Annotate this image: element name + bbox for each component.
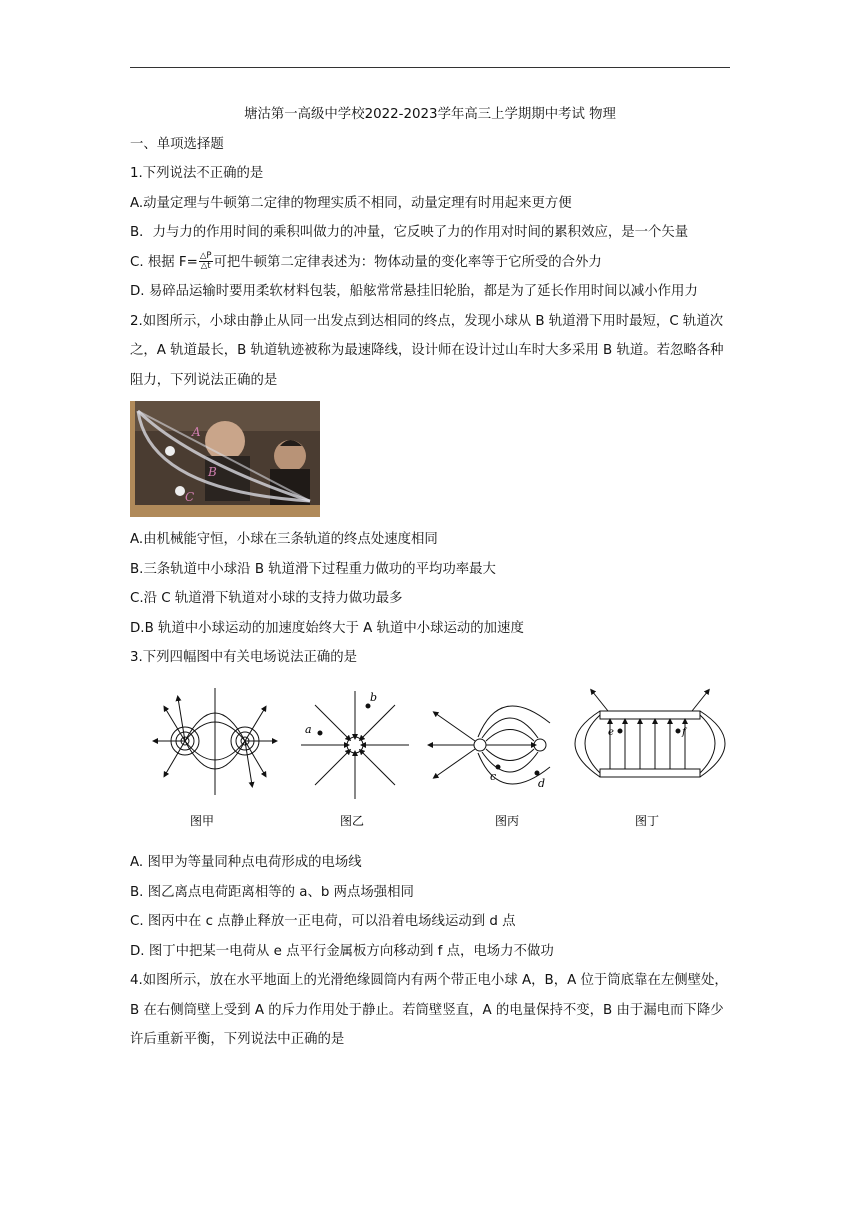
q1-option-c [130, 248, 730, 278]
caption-yi: 图乙 [340, 813, 365, 828]
q3-option-c: C. 图丙中在 c 点静止释放一正电荷，可以沿着电场线运动到 d 点 [130, 914, 516, 929]
q2-option-b: B.三条轨道中小球沿 B 轨道滑下过程重力做功的平均功率最大 [130, 561, 496, 577]
q2-stem: 2.如图所示，小球由静止从同一出发点到达相同的终点，发现小球从 B 轨道滑下用时最短，C 轨道次之，A 轨道最长，B 轨道轨迹被称为最速降线，设计师在设计过山车时大多采用 B 轨道。若忽略各种阻力，下列说法正确的是 [130, 313, 724, 388]
track-label-a: A [192, 425, 201, 439]
point-a-label: a [305, 722, 312, 736]
q1-c-suffix: 可把牛顿第二定律表述为：物体动量的变化率等于它所受的合外力 [213, 254, 602, 270]
point-c-label: c [490, 769, 497, 783]
fraction-denominator: △t [200, 261, 211, 271]
q3-option-b: B. 图乙离点电荷距离相等的 a、b 两点场强相同 [130, 884, 414, 900]
track-label-b: B [208, 465, 217, 479]
fraction-numerator: △P [199, 251, 212, 261]
point-b-label: b [370, 690, 378, 704]
q3-option-d: D. 图丁中把某一电荷从 e 点平行金属板方向移动到 f 点，电场力不做功 [130, 943, 554, 959]
exam-title: 塘沽第一高级中学校2022-2023学年高三上学期期中考试 物理 [244, 107, 616, 122]
delta-p-over-delta-t-fraction [199, 252, 213, 271]
electric-field-figures [130, 683, 730, 845]
q4-stem: 4.如图所示，放在水平地面上的光滑绝缘圆筒内有两个带正电小球 A，B，A 位于筒底靠在左侧壁处，B 在右侧筒壁上受到 A 的斥力作用处于静止。若筒壁竖直，A 的电量保持不变，B 由于漏电而下降少许后重新平衡，下列说法中正确的是 [130, 973, 728, 1047]
q1-option-a: A.动量定理与牛顿第二定律的物理实质不相同，动量定理有时用起来更方便 [130, 195, 572, 211]
q1-option-b: B．力与力的作用时间的乘积叫做力的冲量，它反映了力的作用对时间的累积效应，是一个矢量 [130, 225, 689, 240]
caption-ding: 图丁 [635, 813, 660, 828]
q1-option-d: D. 易碎品运输时要用柔软材料包装，船舷常常悬挂旧轮胎，都是为了延长作用时间以减小作用力 [130, 284, 698, 299]
track-experiment-photo [130, 401, 320, 517]
figure-jia [155, 688, 275, 795]
caption-jia: 图甲 [190, 813, 215, 828]
header-rule [130, 67, 730, 68]
q3-stem: 3.下列四幅图中有关电场说法正确的是 [130, 650, 358, 665]
track-label-c: C [185, 490, 195, 504]
q2-option-a: A.由机械能守恒，小球在三条轨道的终点处速度相同 [130, 532, 438, 547]
figure-ding [575, 691, 725, 777]
section-heading: 一、单项选择题 [130, 136, 224, 152]
point-e-label: e [608, 726, 614, 738]
q3-option-a: A. 图甲为等量同种点电荷形成的电场线 [130, 855, 362, 870]
track-photo-drawing [130, 401, 320, 517]
point-d-label: d [538, 776, 546, 790]
q1-c-prefix: C. 根据 F= [130, 254, 198, 270]
figure-yi [301, 691, 409, 799]
field-line-diagrams [130, 683, 730, 833]
q2-option-c: C.沿 C 轨道滑下轨道对小球的支持力做功最多 [130, 591, 403, 606]
q2-option-d: D.B 轨道中小球运动的加速度始终大于 A 轨道中小球运动的加速度 [130, 620, 524, 636]
q1-stem: 1.下列说法不正确的是 [130, 166, 264, 181]
caption-bing: 图丙 [495, 813, 520, 828]
exam-page [130, 100, 730, 1055]
point-f-label: f [682, 726, 686, 738]
